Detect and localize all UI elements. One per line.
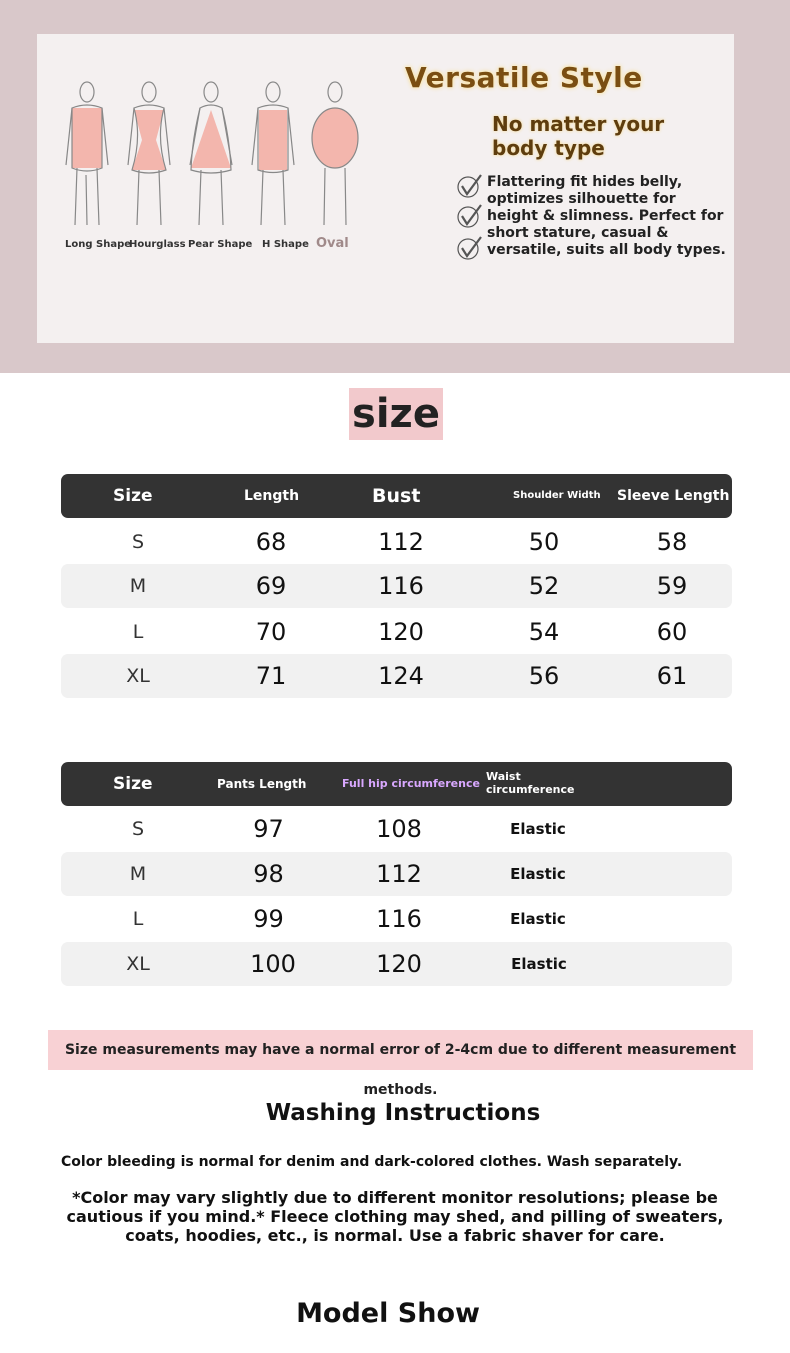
cell-size: M <box>129 863 147 885</box>
cell-size: L <box>132 908 144 930</box>
header-sleeve-length: Sleeve Length <box>617 488 730 504</box>
cell-pants-length: 98 <box>253 860 284 888</box>
cell-bust: 116 <box>378 572 424 600</box>
table-row <box>61 654 732 698</box>
shape-label-long: Long Shape <box>65 239 132 250</box>
table-row <box>61 520 732 564</box>
cell-hip: 116 <box>376 905 422 933</box>
washing-line-1: Color bleeding is normal for denim and dark-colored clothes. Wash separately. <box>61 1154 683 1170</box>
cell-length: 71 <box>255 662 287 690</box>
table-row <box>61 564 732 608</box>
measurement-note: Size measurements may have a normal error of 2-4cm due to different measurement methods. <box>48 1030 753 1070</box>
cell-hip: 112 <box>376 860 422 888</box>
check-icon <box>458 175 481 259</box>
hourglass-figure <box>124 80 174 230</box>
cell-sleeve: 59 <box>656 572 688 600</box>
cell-waist: Elastic <box>511 955 567 973</box>
table-row <box>61 852 732 896</box>
cell-sleeve: 61 <box>656 662 688 690</box>
shape-label-pear: Pear Shape <box>188 239 253 250</box>
header-full-hip: Full hip circumference <box>342 777 480 790</box>
cell-pants-length: 100 <box>250 950 296 978</box>
versatile-style-title: Versatile Style <box>405 61 643 94</box>
header-waist: Waist circumference <box>486 770 575 796</box>
cell-size: L <box>132 621 144 643</box>
top-table-header <box>61 474 732 518</box>
body-figures <box>62 80 362 240</box>
h-shape-figure <box>248 80 298 230</box>
pear-shape-figure <box>186 80 236 230</box>
table-row <box>61 610 732 654</box>
cell-hip: 120 <box>376 950 422 978</box>
size-heading: size <box>349 388 443 440</box>
cell-shoulder: 52 <box>528 572 560 600</box>
header-size: Size <box>113 774 153 794</box>
cell-pants-length: 99 <box>253 905 284 933</box>
shape-label-oval: Oval <box>316 236 349 251</box>
cell-size: S <box>131 818 145 840</box>
cell-shoulder: 50 <box>528 528 560 556</box>
cell-size: XL <box>126 953 150 975</box>
header-size: Size <box>113 486 153 506</box>
cell-size: S <box>131 531 145 553</box>
shape-label-hourglass: Hourglass <box>129 239 186 250</box>
cell-length: 69 <box>255 572 287 600</box>
cell-size: M <box>129 575 147 597</box>
cell-bust: 124 <box>378 662 424 690</box>
cell-hip: 108 <box>376 815 422 843</box>
model-show-heading: Model Show <box>296 1298 480 1329</box>
oval-figure <box>310 80 360 230</box>
shape-label-h: H Shape <box>262 239 309 250</box>
cell-waist: Elastic <box>510 910 566 928</box>
pants-table-header <box>61 762 732 806</box>
header-length: Length <box>244 488 300 504</box>
long-shape-figure <box>62 80 112 230</box>
header-pants-length: Pants Length <box>217 777 307 791</box>
header-shoulder-width: Shoulder Width <box>513 490 601 501</box>
cell-length: 68 <box>255 528 287 556</box>
cell-sleeve: 60 <box>656 618 688 646</box>
body-type-card <box>37 34 734 343</box>
cell-bust: 112 <box>378 528 424 556</box>
washing-title: Washing Instructions <box>265 1100 541 1126</box>
cell-sleeve: 58 <box>656 528 688 556</box>
cell-waist: Elastic <box>510 865 566 883</box>
cell-shoulder: 56 <box>528 662 560 690</box>
cell-shoulder: 54 <box>528 618 560 646</box>
body-type-description: Flattering fit hides belly, optimizes silhouette for height & slimness. Perfect for short stature, casual & versatile, suits all body types. <box>487 174 726 258</box>
check-icons <box>455 174 485 264</box>
header-bust: Bust <box>372 485 421 507</box>
cell-length: 70 <box>255 618 287 646</box>
cell-pants-length: 97 <box>253 815 284 843</box>
cell-waist: Elastic <box>510 820 566 838</box>
body-type-subtitle: No matter your body type <box>492 112 665 160</box>
table-row <box>61 897 732 941</box>
washing-line-2: *Color may vary slightly due to different monitor resolutions; please be cautious if you mind.* Fleece clothing may shed, and pilling of sweaters, coats, hoodies, etc., is normal. Use a fabric shaver for care. <box>66 1188 724 1245</box>
table-row <box>61 942 732 986</box>
table-row <box>61 807 732 851</box>
cell-size: XL <box>126 665 150 687</box>
cell-bust: 120 <box>378 618 424 646</box>
